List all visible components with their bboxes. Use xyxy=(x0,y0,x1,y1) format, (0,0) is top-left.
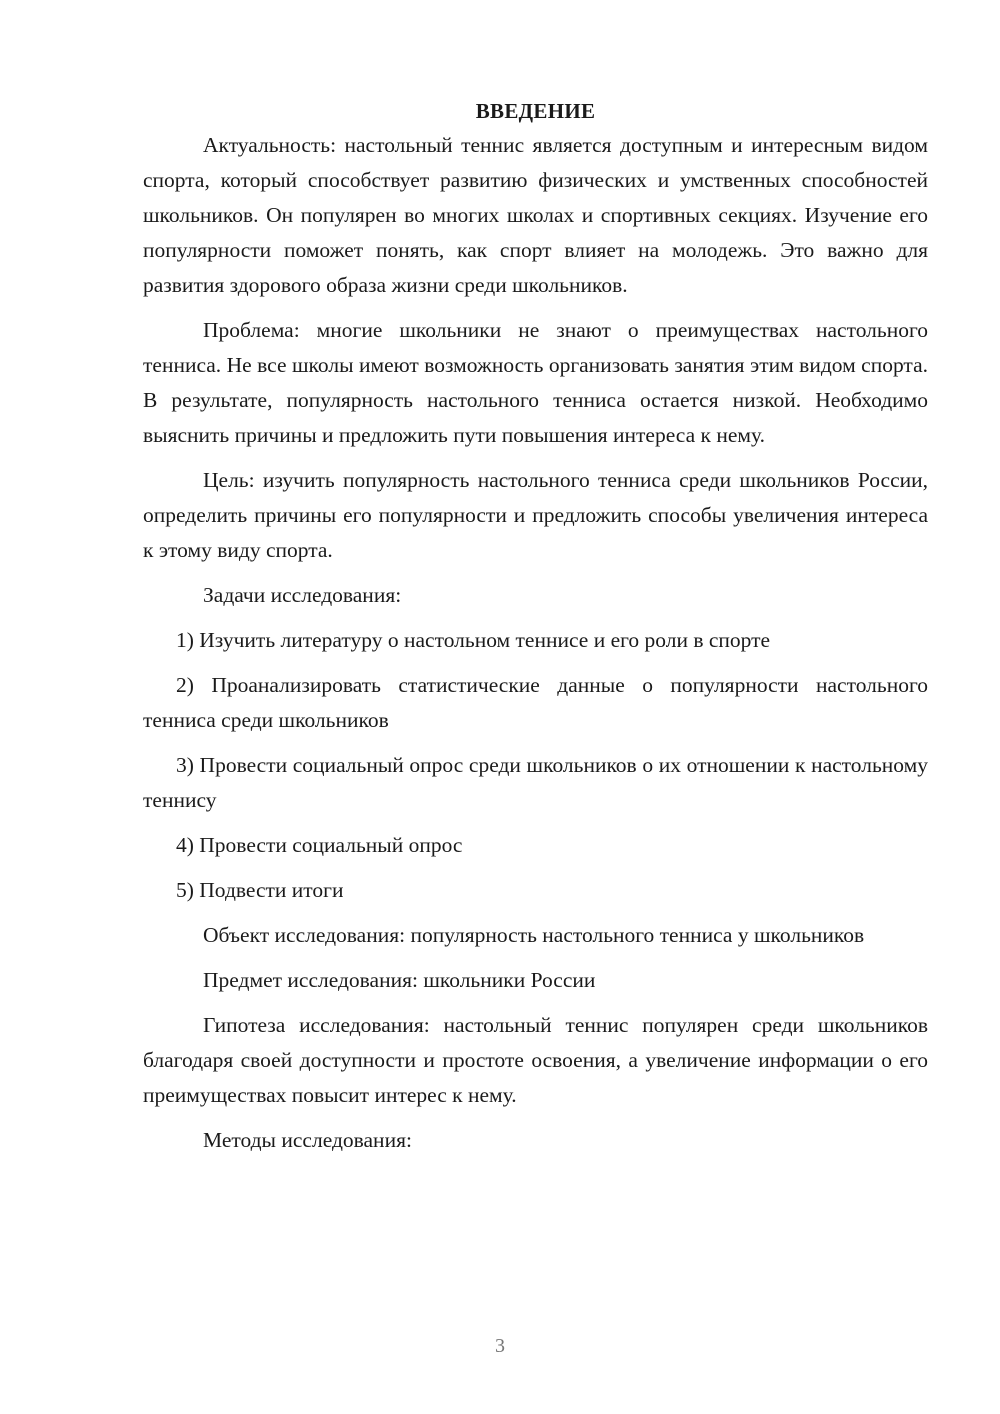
document-page xyxy=(143,96,928,1168)
subject-paragraph: Предмет исследования: школьники России xyxy=(203,968,596,992)
tasks-heading: Задачи исследования: xyxy=(203,583,402,607)
goal-paragraph: Цель: изучить популярность настольного тенниса среди школьников России, определить причины его популярности и предложить способы увеличения интереса к этому виду спорта. xyxy=(143,468,928,562)
tasks-list xyxy=(143,623,928,908)
list-item: 3) Провести социальный опрос среди школьников о их отношении к настольному теннису xyxy=(143,753,928,812)
list-item: 1) Изучить литературу о настольном теннисе и его роли в спорте xyxy=(176,628,771,652)
list-item: 4) Провести социальный опрос xyxy=(176,833,463,857)
list-item: 5) Подвести итоги xyxy=(176,878,344,902)
list-item: 2) Проанализировать статистические данные о популярности настольного тенниса среди школьников xyxy=(143,673,928,732)
section-heading: ВВЕДЕНИЕ xyxy=(475,99,596,123)
hypothesis-paragraph: Гипотеза исследования: настольный теннис популярен среди школьников благодаря своей доступности и простоте освоения, а увеличение информации о его преимуществах повысит интерес к нему. xyxy=(143,1013,928,1107)
relevance-paragraph: Актуальность: настольный теннис является доступным и интересным видом спорта, который способствует развитию физических и умственных способностей школьников. Он популярен во многих школах и спортивных секциях. Изучение его популярности поможет понять, как спорт влияет на молодежь. Это важно для развития здорового образа жизни среди школьников. xyxy=(143,133,928,297)
problem-paragraph: Проблема: многие школьники не знают о преимуществах настольного тенниса. Не все школы имеют возможность организовать занятия этим видом спорта. В результате, популярность настольного тенниса остается низкой. Необходимо выяснить причины и предложить пути повышения интереса к нему. xyxy=(143,318,928,447)
page-number: 3 xyxy=(495,1335,505,1357)
object-paragraph: Объект исследования: популярность настольного тенниса у школьников xyxy=(203,923,865,947)
methods-heading: Методы исследования: xyxy=(203,1128,412,1152)
